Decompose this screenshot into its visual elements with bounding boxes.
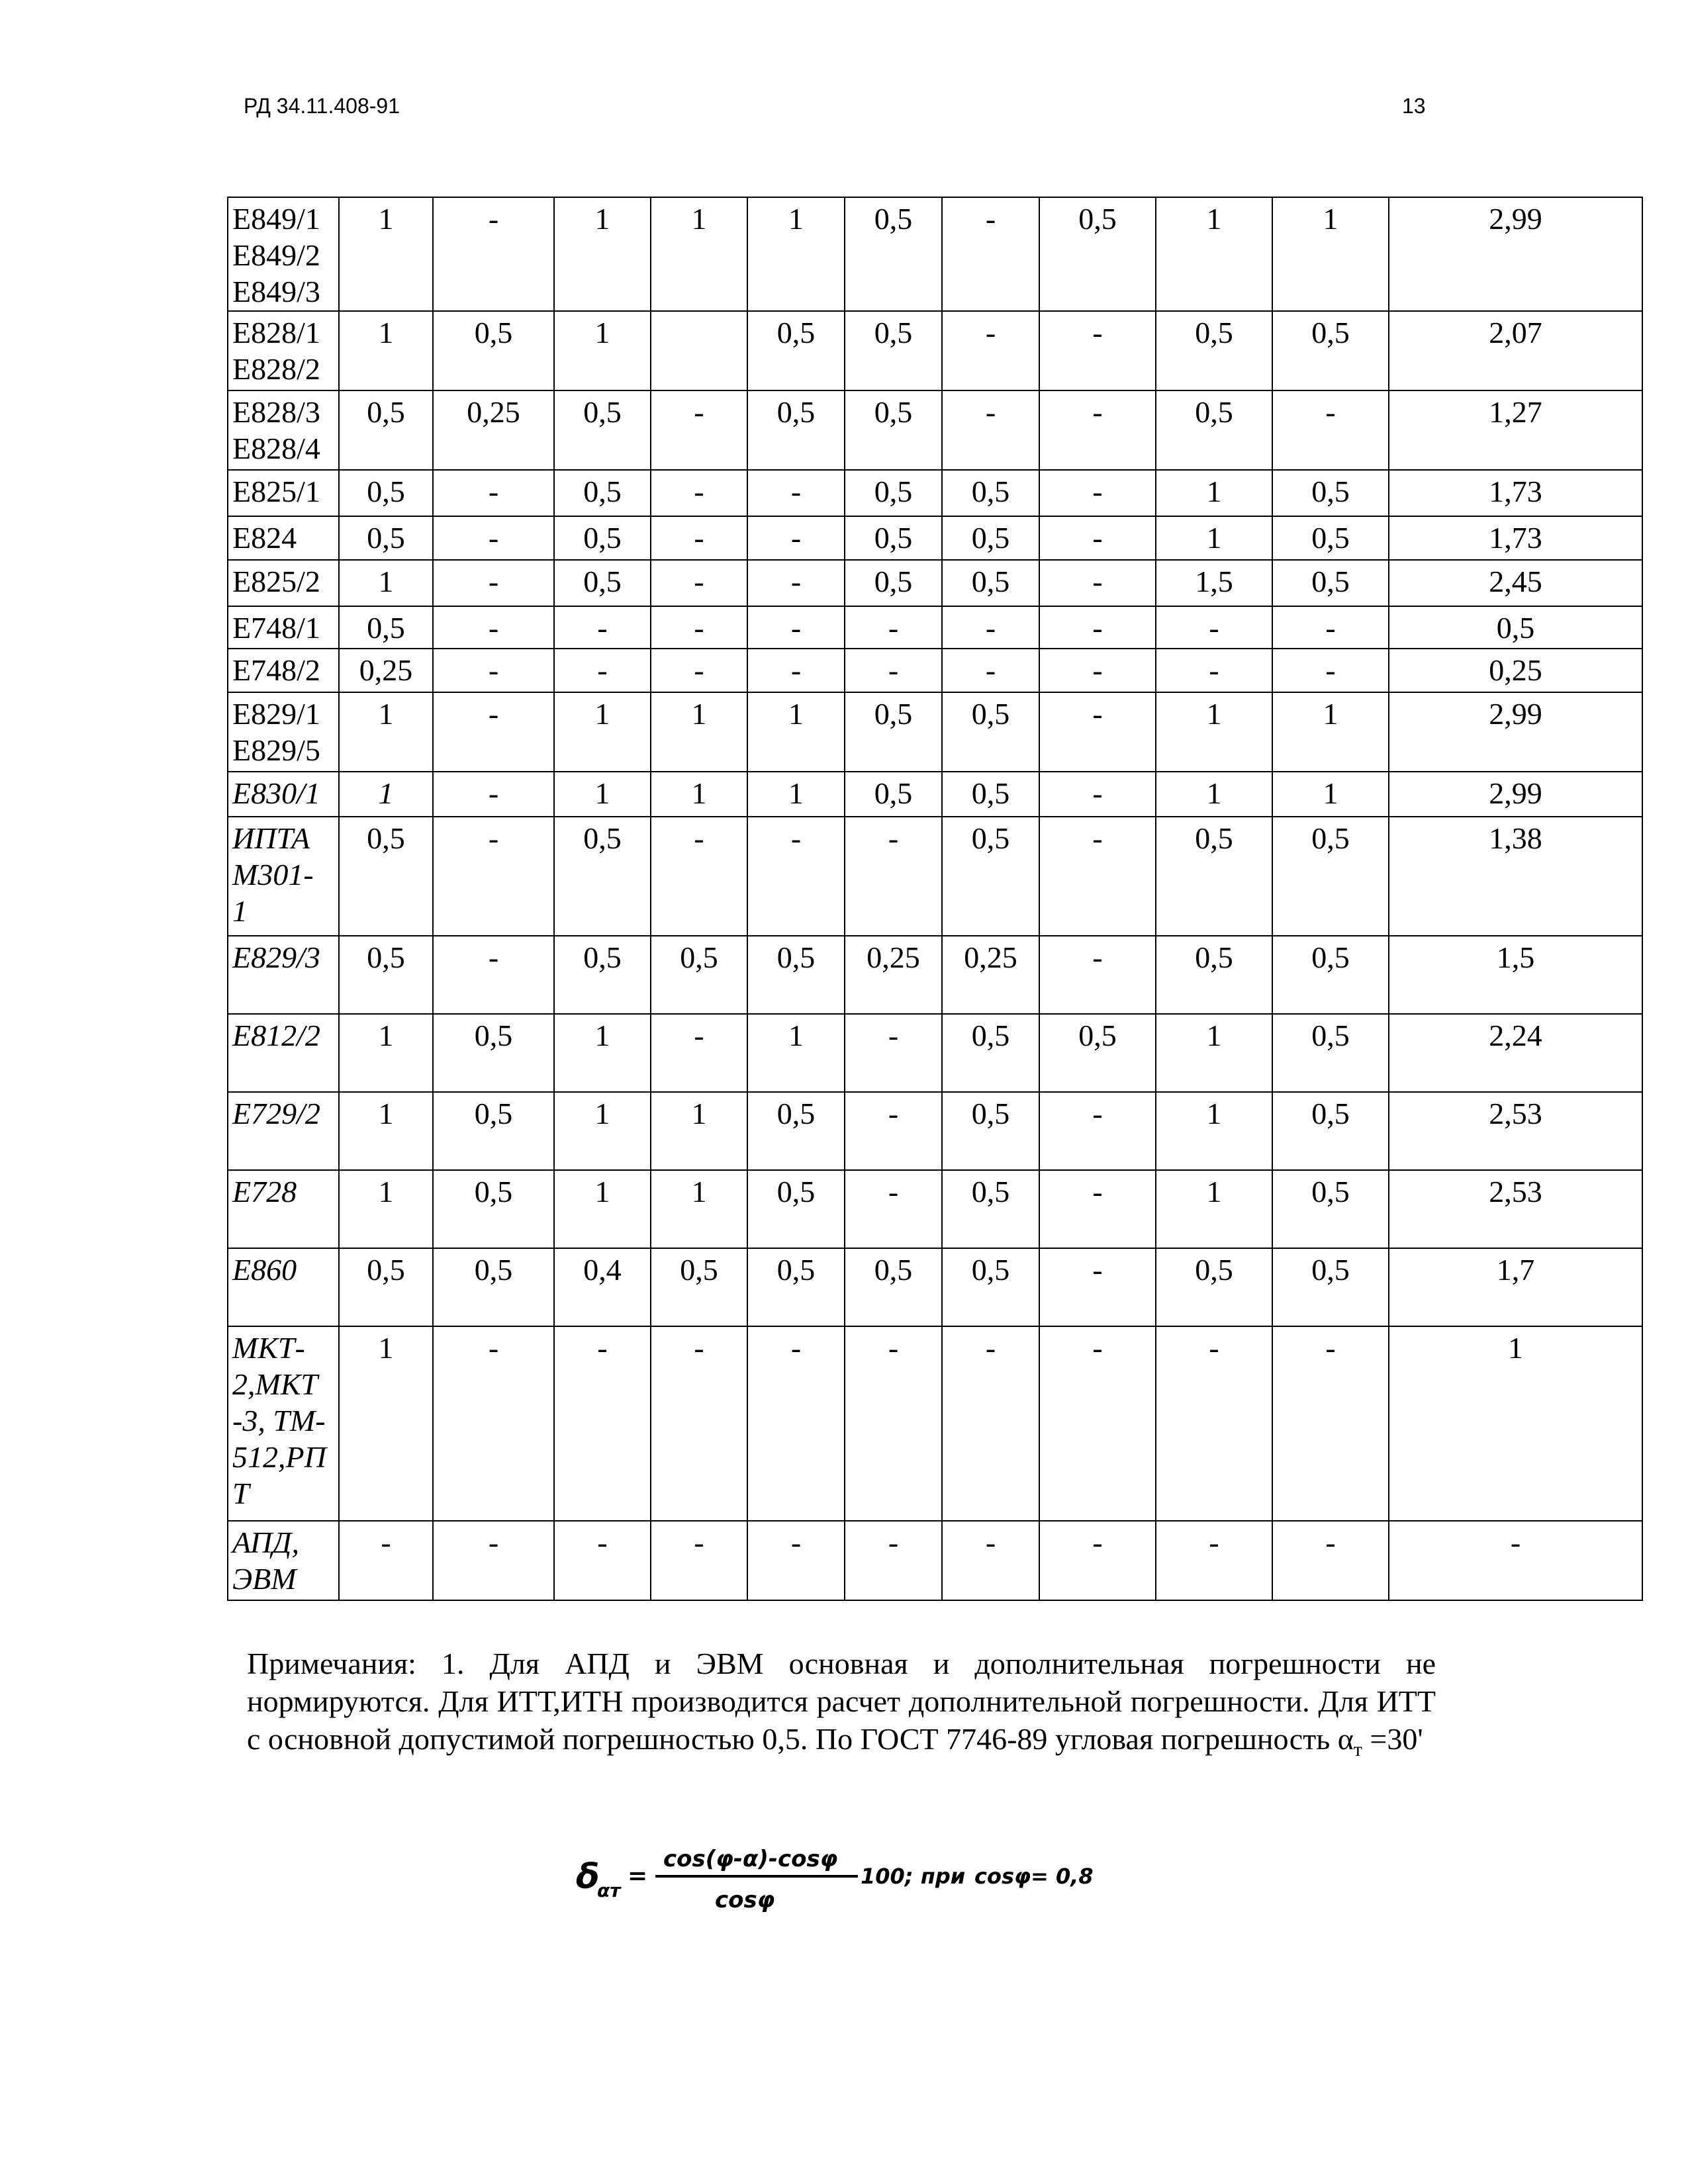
- formula-equals: =: [628, 1862, 648, 1889]
- formula-denominator: cosφ: [715, 1887, 775, 1913]
- formula: [569, 1832, 1112, 1925]
- value-cell: 1: [1389, 1326, 1642, 1521]
- value-cell: -: [942, 649, 1039, 692]
- value-cell: 0,25: [339, 649, 433, 692]
- value-cell: 1,5: [1156, 560, 1272, 606]
- value-cell: 0,5: [845, 560, 942, 606]
- value-cell: 0,5: [942, 470, 1039, 516]
- device-name-cell: МКТ- 2,МКТ -3, ТМ- 512,РП Т: [228, 1326, 339, 1521]
- value-cell: 1: [339, 772, 433, 817]
- value-cell: -: [747, 1521, 845, 1600]
- value-cell: -: [747, 606, 845, 649]
- value-cell: 0,5: [942, 1092, 1039, 1170]
- value-cell: 1: [651, 772, 747, 817]
- value-cell: 0,5: [1272, 560, 1389, 606]
- value-cell: 1: [1272, 197, 1389, 311]
- value-cell: 0,5: [1039, 1014, 1156, 1092]
- value-cell: 0,5: [1272, 1014, 1389, 1092]
- value-cell: -: [651, 470, 747, 516]
- value-cell: 0,5: [1272, 817, 1389, 936]
- value-cell: 1: [1156, 1014, 1272, 1092]
- value-cell: -: [433, 817, 554, 936]
- table-row: [228, 470, 1642, 516]
- value-cell: 0,5: [554, 390, 651, 470]
- value-cell: 1: [339, 1326, 433, 1521]
- value-cell: 1: [554, 1170, 651, 1248]
- value-cell: -: [1039, 311, 1156, 390]
- value-cell: -: [433, 1521, 554, 1600]
- value-cell: 0,5: [1272, 470, 1389, 516]
- value-cell: 0,5: [1272, 311, 1389, 390]
- value-cell: 2,99: [1389, 197, 1642, 311]
- value-cell: -: [942, 1521, 1039, 1600]
- value-cell: -: [433, 936, 554, 1014]
- table-body: [228, 197, 1642, 1600]
- table-row: [228, 772, 1642, 817]
- value-cell: -: [747, 560, 845, 606]
- value-cell: -: [845, 1092, 942, 1170]
- value-cell: -: [1039, 1521, 1156, 1600]
- value-cell: 1: [554, 311, 651, 390]
- formula-delta-subscript: αт: [597, 1880, 621, 1901]
- value-cell: 0,5: [845, 1248, 942, 1326]
- value-cell: 0,25: [433, 390, 554, 470]
- value-cell: 0,5: [1156, 817, 1272, 936]
- value-cell: 0,5: [1272, 1248, 1389, 1326]
- value-cell: -: [747, 470, 845, 516]
- value-cell: 1: [339, 311, 433, 390]
- value-cell: 0,5: [747, 311, 845, 390]
- value-cell: -: [942, 311, 1039, 390]
- value-cell: 1,73: [1389, 516, 1642, 560]
- value-cell: -: [651, 606, 747, 649]
- table-row: [228, 692, 1642, 772]
- value-cell: 1,73: [1389, 470, 1642, 516]
- value-cell: 1: [554, 692, 651, 772]
- device-name-cell: Е748/1: [228, 606, 339, 649]
- value-cell: 0,5: [339, 470, 433, 516]
- value-cell: -: [1156, 1326, 1272, 1521]
- value-cell: -: [433, 516, 554, 560]
- value-cell: 1,5: [1389, 936, 1642, 1014]
- value-cell: -: [942, 197, 1039, 311]
- value-cell: 1: [554, 197, 651, 311]
- value-cell: -: [1272, 606, 1389, 649]
- device-name-cell: Е849/1 Е849/2 Е849/3: [228, 197, 339, 311]
- value-cell: -: [1156, 606, 1272, 649]
- page-number: 13: [1402, 94, 1426, 118]
- value-cell: 0,5: [942, 1170, 1039, 1248]
- value-cell: 0,5: [1272, 1170, 1389, 1248]
- value-cell: 0,5: [1156, 1248, 1272, 1326]
- value-cell: -: [747, 649, 845, 692]
- value-cell: 0,5: [747, 1170, 845, 1248]
- value-cell: -: [433, 560, 554, 606]
- value-cell: 1,7: [1389, 1248, 1642, 1326]
- value-cell: 1: [651, 197, 747, 311]
- value-cell: 0,5: [433, 311, 554, 390]
- value-cell: -: [651, 560, 747, 606]
- value-cell: -: [942, 606, 1039, 649]
- value-cell: 1: [747, 772, 845, 817]
- value-cell: 0,4: [554, 1248, 651, 1326]
- table-row: [228, 817, 1642, 936]
- value-cell: -: [1389, 1521, 1642, 1600]
- table-row: [228, 560, 1642, 606]
- value-cell: 0,5: [433, 1014, 554, 1092]
- value-cell: -: [554, 649, 651, 692]
- value-cell: 0,5: [845, 390, 942, 470]
- value-cell: 1: [1156, 1170, 1272, 1248]
- value-cell: -: [747, 817, 845, 936]
- value-cell: 1: [651, 1092, 747, 1170]
- table-row: [228, 649, 1642, 692]
- value-cell: 0,5: [942, 1248, 1039, 1326]
- value-cell: 1: [554, 1014, 651, 1092]
- value-cell: -: [1039, 560, 1156, 606]
- value-cell: 1: [651, 692, 747, 772]
- value-cell: 0,5: [1156, 936, 1272, 1014]
- value-cell: -: [845, 817, 942, 936]
- value-cell: 1: [651, 1170, 747, 1248]
- value-cell: -: [1039, 817, 1156, 936]
- formula-delta: δ: [576, 1857, 600, 1897]
- notes-paragraph: [247, 1645, 1436, 1768]
- notes-tail: =30': [1362, 1722, 1423, 1756]
- table-row: [228, 1326, 1642, 1521]
- value-cell: [651, 311, 747, 390]
- value-cell: -: [845, 1014, 942, 1092]
- value-cell: 1,27: [1389, 390, 1642, 470]
- value-cell: 0,5: [1272, 936, 1389, 1014]
- device-name-cell: Е812/2: [228, 1014, 339, 1092]
- value-cell: 0,5: [942, 516, 1039, 560]
- formula-condition: cosφ= 0,8: [974, 1864, 1094, 1889]
- value-cell: 0,5: [339, 390, 433, 470]
- value-cell: -: [942, 390, 1039, 470]
- value-cell: 1,38: [1389, 817, 1642, 936]
- value-cell: -: [339, 1521, 433, 1600]
- value-cell: 0,5: [942, 692, 1039, 772]
- table-row: [228, 606, 1642, 649]
- device-name-cell: Е829/1 Е829/5: [228, 692, 339, 772]
- value-cell: -: [651, 817, 747, 936]
- device-name-cell: Е824: [228, 516, 339, 560]
- device-name-cell: Е828/3 Е828/4: [228, 390, 339, 470]
- formula-numerator: cos(φ-α)-cosφ: [663, 1846, 838, 1872]
- value-cell: 0,5: [339, 606, 433, 649]
- value-cell: 1: [554, 772, 651, 817]
- value-cell: -: [845, 606, 942, 649]
- value-cell: 1: [1156, 470, 1272, 516]
- value-cell: -: [651, 516, 747, 560]
- value-cell: -: [845, 649, 942, 692]
- value-cell: -: [433, 1326, 554, 1521]
- value-cell: 2,53: [1389, 1170, 1642, 1248]
- formula-svg: [569, 1832, 1112, 1925]
- value-cell: 1: [339, 692, 433, 772]
- value-cell: -: [651, 649, 747, 692]
- table-row: [228, 1521, 1642, 1600]
- value-cell: 1: [339, 1092, 433, 1170]
- value-cell: 0,5: [1272, 1092, 1389, 1170]
- table-row: [228, 936, 1642, 1014]
- value-cell: 0,5: [339, 936, 433, 1014]
- value-cell: 1: [339, 1014, 433, 1092]
- value-cell: 0,5: [845, 772, 942, 817]
- value-cell: 0,5: [554, 470, 651, 516]
- device-name-cell: Е728: [228, 1170, 339, 1248]
- value-cell: 0,5: [1039, 197, 1156, 311]
- value-cell: -: [554, 1521, 651, 1600]
- value-cell: 0,5: [942, 772, 1039, 817]
- value-cell: 0,5: [942, 1014, 1039, 1092]
- value-cell: 1: [339, 560, 433, 606]
- value-cell: 0,5: [845, 311, 942, 390]
- value-cell: -: [1039, 692, 1156, 772]
- value-cell: 1: [747, 1014, 845, 1092]
- value-cell: 0,5: [554, 560, 651, 606]
- value-cell: -: [942, 1326, 1039, 1521]
- value-cell: 0,5: [1156, 390, 1272, 470]
- device-name-cell: Е729/2: [228, 1092, 339, 1170]
- value-cell: 2,99: [1389, 772, 1642, 817]
- value-cell: -: [845, 1521, 942, 1600]
- table-row: [228, 1014, 1642, 1092]
- value-cell: -: [1039, 606, 1156, 649]
- value-cell: 2,07: [1389, 311, 1642, 390]
- table-row: [228, 516, 1642, 560]
- formula-factor: 100; при: [861, 1864, 966, 1889]
- value-cell: -: [433, 197, 554, 311]
- value-cell: 0,5: [845, 516, 942, 560]
- value-cell: -: [845, 1326, 942, 1521]
- notes-text: Примечания: 1. Для АПД и ЭВМ основная и дополнительная погрешности не нормируются. Для ИТТ,ИТН производится расчет дополнительной погрешности. Для ИТТ с основной допустимой погрешностью 0,5. По ГОСТ 7746-89 угловая погрешность α: [247, 1647, 1436, 1756]
- value-cell: 1: [554, 1092, 651, 1170]
- device-name-cell: Е830/1: [228, 772, 339, 817]
- value-cell: -: [433, 470, 554, 516]
- value-cell: 0,5: [845, 197, 942, 311]
- device-name-cell: Е825/1: [228, 470, 339, 516]
- value-cell: -: [1272, 649, 1389, 692]
- value-cell: 0,5: [651, 1248, 747, 1326]
- value-cell: 2,45: [1389, 560, 1642, 606]
- value-cell: 1: [1272, 692, 1389, 772]
- value-cell: 0,5: [747, 936, 845, 1014]
- value-cell: 0,5: [747, 1248, 845, 1326]
- value-cell: -: [554, 606, 651, 649]
- value-cell: 0,5: [651, 936, 747, 1014]
- device-name-cell: Е748/2: [228, 649, 339, 692]
- value-cell: 0,5: [554, 936, 651, 1014]
- table-row: [228, 390, 1642, 470]
- value-cell: 0,5: [433, 1092, 554, 1170]
- device-name-cell: АПД, ЭВМ: [228, 1521, 339, 1600]
- value-cell: -: [1039, 1248, 1156, 1326]
- value-cell: 0,5: [747, 1092, 845, 1170]
- value-cell: 0,25: [1389, 649, 1642, 692]
- device-name-cell: ИПТА М301- 1: [228, 817, 339, 936]
- value-cell: -: [1156, 1521, 1272, 1600]
- value-cell: 2,53: [1389, 1092, 1642, 1170]
- value-cell: 0,5: [433, 1170, 554, 1248]
- value-cell: 0,5: [942, 817, 1039, 936]
- table-row: [228, 1092, 1642, 1170]
- device-name-cell: Е860: [228, 1248, 339, 1326]
- value-cell: -: [433, 772, 554, 817]
- value-cell: -: [1039, 649, 1156, 692]
- value-cell: 1: [1156, 1092, 1272, 1170]
- value-cell: 0,25: [942, 936, 1039, 1014]
- value-cell: 1: [1272, 772, 1389, 817]
- value-cell: -: [433, 692, 554, 772]
- value-cell: -: [1272, 390, 1389, 470]
- value-cell: 1: [1156, 692, 1272, 772]
- value-cell: -: [845, 1170, 942, 1248]
- value-cell: 2,24: [1389, 1014, 1642, 1092]
- value-cell: -: [1039, 1092, 1156, 1170]
- value-cell: 2,99: [1389, 692, 1642, 772]
- value-cell: -: [554, 1326, 651, 1521]
- device-name-cell: Е828/1 Е828/2: [228, 311, 339, 390]
- value-cell: 0,5: [554, 516, 651, 560]
- table-row: [228, 197, 1642, 311]
- value-cell: -: [433, 606, 554, 649]
- value-cell: -: [1039, 516, 1156, 560]
- value-cell: 0,5: [339, 1248, 433, 1326]
- value-cell: 0,5: [1389, 606, 1642, 649]
- value-cell: 0,5: [942, 560, 1039, 606]
- value-cell: 1: [339, 197, 433, 311]
- value-cell: 0,25: [845, 936, 942, 1014]
- value-cell: 1: [747, 197, 845, 311]
- value-cell: -: [747, 1326, 845, 1521]
- value-cell: 0,5: [845, 692, 942, 772]
- table-row: [228, 1248, 1642, 1326]
- value-cell: -: [1039, 772, 1156, 817]
- value-cell: -: [651, 390, 747, 470]
- value-cell: -: [433, 649, 554, 692]
- value-cell: 0,5: [433, 1248, 554, 1326]
- value-cell: -: [1272, 1521, 1389, 1600]
- table-row: [228, 1170, 1642, 1248]
- value-cell: -: [1039, 936, 1156, 1014]
- value-cell: -: [1156, 649, 1272, 692]
- value-cell: 1: [1156, 772, 1272, 817]
- value-cell: -: [651, 1521, 747, 1600]
- value-cell: 1: [1156, 516, 1272, 560]
- value-cell: -: [1039, 1326, 1156, 1521]
- error-table: [227, 197, 1643, 1601]
- document-code: РД 34.11.408-91: [244, 94, 400, 118]
- value-cell: -: [1272, 1326, 1389, 1521]
- value-cell: 0,5: [1156, 311, 1272, 390]
- notes-subscript: т: [1353, 1739, 1362, 1761]
- value-cell: -: [1039, 470, 1156, 516]
- value-cell: 0,5: [747, 390, 845, 470]
- value-cell: -: [1039, 390, 1156, 470]
- value-cell: 0,5: [554, 817, 651, 936]
- device-name-cell: Е825/2: [228, 560, 339, 606]
- value-cell: -: [1039, 1170, 1156, 1248]
- table-row: [228, 311, 1642, 390]
- value-cell: -: [651, 1014, 747, 1092]
- value-cell: 1: [747, 692, 845, 772]
- value-cell: -: [747, 516, 845, 560]
- value-cell: 0,5: [1272, 516, 1389, 560]
- device-name-cell: Е829/3: [228, 936, 339, 1014]
- value-cell: 0,5: [339, 516, 433, 560]
- value-cell: 1: [1156, 197, 1272, 311]
- value-cell: -: [651, 1326, 747, 1521]
- value-cell: 1: [339, 1170, 433, 1248]
- value-cell: 0,5: [845, 470, 942, 516]
- value-cell: 0,5: [339, 817, 433, 936]
